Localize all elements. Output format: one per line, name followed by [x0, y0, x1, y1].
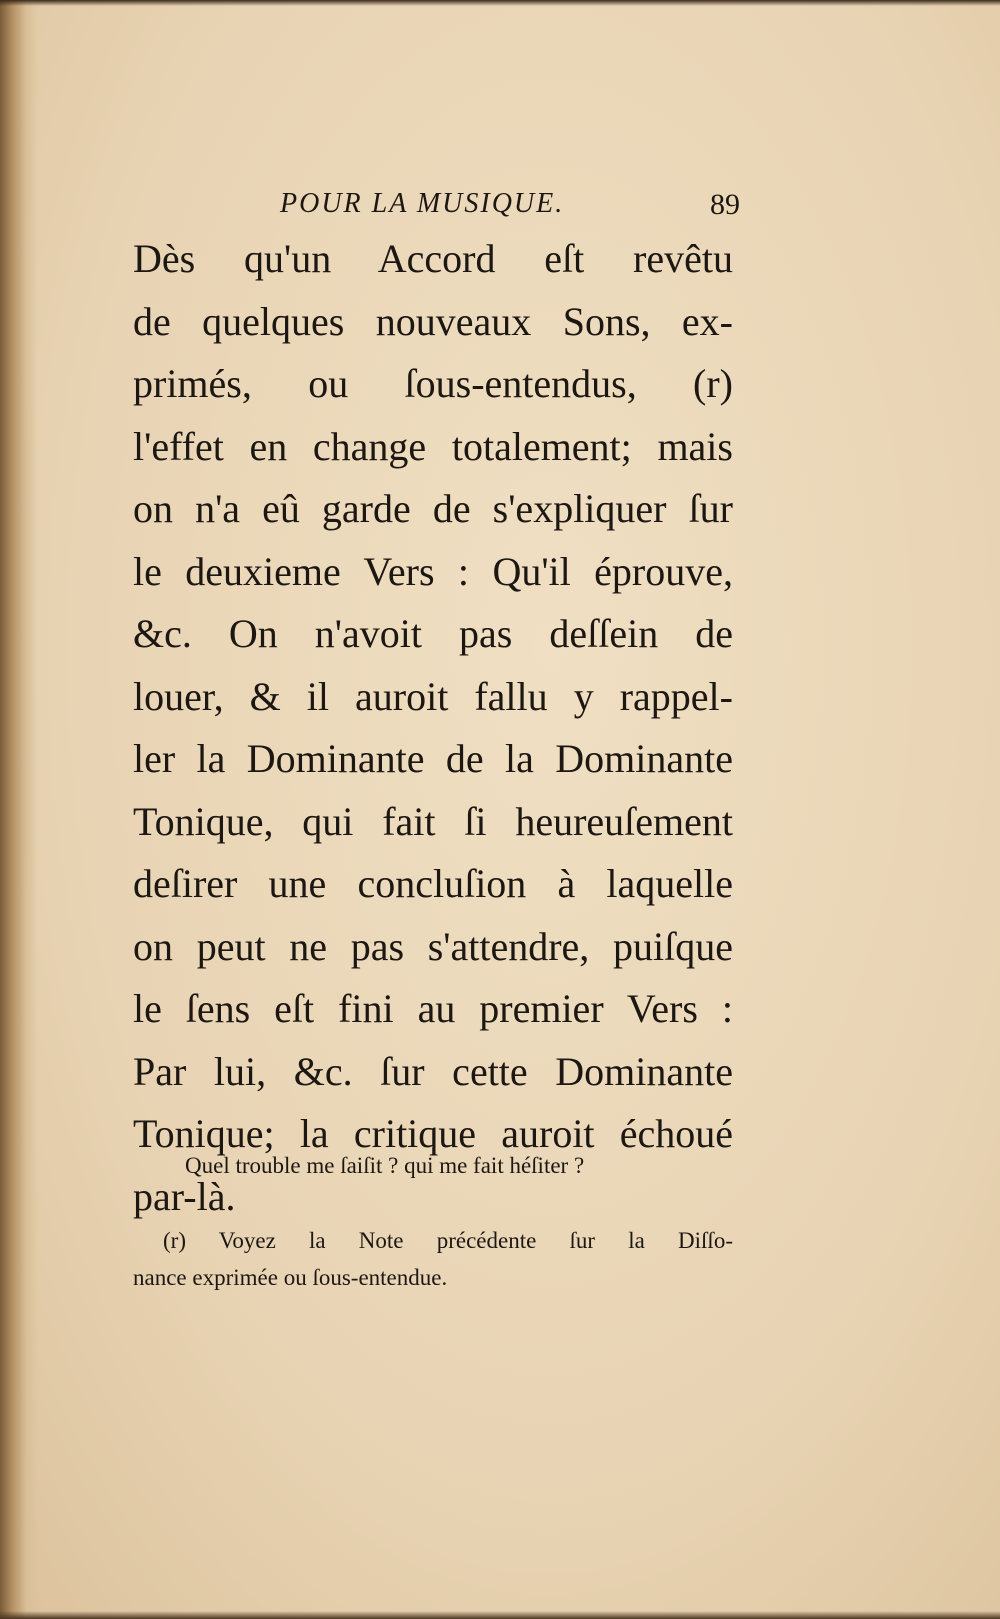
text-line: Tonique, qui fait ſi heureuſement [133, 798, 733, 844]
text-line: ler la Dominante de la Dominante [133, 736, 733, 781]
page-number: 89 [710, 188, 740, 221]
page-header [280, 188, 740, 228]
text-line: &c. On n'avoit pas deſſein de [133, 611, 733, 656]
footnote-line: nance exprimée ou ſous-entendue. [133, 1265, 448, 1290]
text-line: l'effet en change totalement; mais [133, 423, 733, 469]
text-line: Dès qu'un Accord eſt revêtu [133, 236, 733, 281]
text-line: le deuxieme Vers : Qu'il éprouve, [133, 548, 733, 594]
text-line: louer, & il auroit fallu y rappel- [133, 673, 733, 719]
body-text [133, 228, 733, 1228]
text-line: de quelques nouveaux Sons, ex- [133, 298, 733, 344]
text-line: Tonique; la critique auroit échoué [133, 1111, 733, 1156]
page-bottom-edge [0, 1611, 1000, 1619]
text-line: deſirer une concluſion à laquelle [133, 861, 733, 906]
text-line: par-là. [133, 1173, 236, 1219]
text-line: on n'a eû garde de s'expliquer ſur [133, 486, 733, 531]
running-head: POUR LA MUSIQUE. [280, 188, 565, 219]
text-line: Par lui, &c. ſur cette Dominante [133, 1048, 733, 1094]
text-line: primés, ou ſous-entendus, (r) [133, 361, 733, 406]
page-top-edge [0, 0, 1000, 6]
page-gutter-shadow [0, 0, 38, 1619]
footnote-line: (r) Voyez la Note précédente ſur la Diſſo- [163, 1228, 733, 1253]
verse-quotation: Quel trouble me ſaiſit ? qui me fait héſiter ? [185, 1153, 585, 1178]
text-line: le ſens eſt fini au premier Vers : [133, 986, 733, 1031]
text-line: on peut ne pas s'attendre, puiſque [133, 923, 733, 969]
footnote [133, 1222, 733, 1296]
